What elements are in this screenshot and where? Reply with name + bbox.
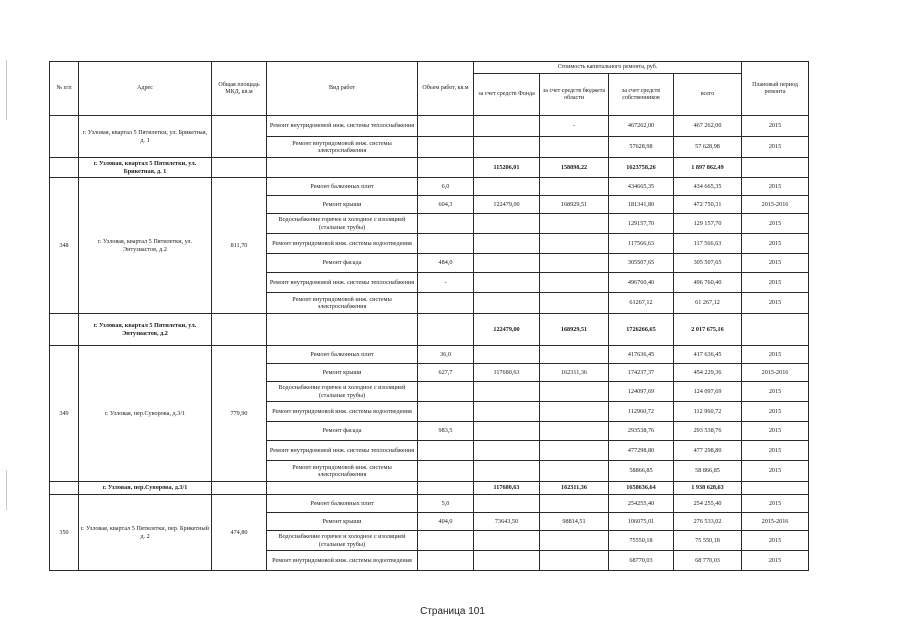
row-area: 779,90 <box>212 346 267 482</box>
row-period: 2015 <box>742 402 809 422</box>
row-volume <box>418 531 474 551</box>
col-period-header: Плановый период ремонта <box>742 62 809 116</box>
row-volume: 404,0 <box>418 513 474 531</box>
row-volume <box>418 461 474 482</box>
row-fund <box>474 461 540 482</box>
row-owners: 75550,18 <box>609 531 674 551</box>
row-total: 57 628,98 <box>674 137 742 158</box>
row-total: 293 538,76 <box>674 422 742 441</box>
row-work: Ремонт балконных плит <box>267 178 418 196</box>
row-num: 348 <box>50 178 79 314</box>
summary-address: г. Узловая, квартал 5 Пятилетки, ул. Энтузиастов, д.2 <box>79 314 212 346</box>
row-fund <box>474 254 540 273</box>
row-volume <box>418 234 474 254</box>
row-volume: 5,0 <box>418 495 474 513</box>
summary-total: 2 017 675,16 <box>674 314 742 346</box>
row-fund <box>474 495 540 513</box>
row-volume <box>418 441 474 461</box>
row-fund <box>474 234 540 254</box>
row-num <box>50 158 79 178</box>
row-period: 2015 <box>742 293 809 314</box>
row-regional: 162311,36 <box>540 364 609 382</box>
table-body <box>50 116 809 571</box>
summary-total: 1 938 628,63 <box>674 482 742 495</box>
row-fund <box>474 441 540 461</box>
row-owners: 477298,80 <box>609 441 674 461</box>
row-regional <box>540 441 609 461</box>
row-fund <box>474 551 540 571</box>
row-work <box>267 482 418 495</box>
row-total: 75 550,18 <box>674 531 742 551</box>
row-regional <box>540 293 609 314</box>
row-volume <box>418 402 474 422</box>
row-total: 112 960,72 <box>674 402 742 422</box>
row-regional <box>540 178 609 196</box>
row-volume <box>418 293 474 314</box>
row-total: 417 636,45 <box>674 346 742 364</box>
row-owners: 434665,35 <box>609 178 674 196</box>
table-row <box>50 346 809 364</box>
row-period: 2015 <box>742 531 809 551</box>
row-work: Ремонт балконных плит <box>267 346 418 364</box>
row-volume: 983,5 <box>418 422 474 441</box>
row-volume: 484,0 <box>418 254 474 273</box>
col-area-header: Общая площадь МКД, кв.м <box>212 62 267 116</box>
row-num: 350 <box>50 495 79 571</box>
row-num <box>50 482 79 495</box>
summary-regional: 162311,36 <box>540 482 609 495</box>
row-owners: 124097,69 <box>609 382 674 402</box>
page-number: Страница 101 <box>420 606 485 617</box>
row-area <box>212 482 267 495</box>
row-num <box>50 314 79 346</box>
summary-owners: 1726266,65 <box>609 314 674 346</box>
row-total: 496 760,40 <box>674 273 742 293</box>
row-work: Ремонт внутридомовой инж. системы водоотведения <box>267 551 418 571</box>
row-volume: 6,0 <box>418 178 474 196</box>
row-total: 61 267,12 <box>674 293 742 314</box>
row-regional <box>540 273 609 293</box>
row-work: Ремонт внутридомовой инж. системы теплоснабжения <box>267 273 418 293</box>
row-area <box>212 116 267 158</box>
row-total: 472 750,31 <box>674 196 742 214</box>
row-work: Ремонт крыши <box>267 196 418 214</box>
row-owners: 129157,70 <box>609 214 674 234</box>
row-work: Ремонт внутридомовой инж. системы электроснабжения <box>267 461 418 482</box>
row-owners: 106075,01 <box>609 513 674 531</box>
row-address: г. Узловая, квартал 5 Пятилетки, ул. Энтузиастов, д.2 <box>79 178 212 314</box>
table-row <box>50 116 809 137</box>
row-fund <box>474 137 540 158</box>
row-period: 2015 <box>742 461 809 482</box>
col-num-header: № п/п <box>50 62 79 116</box>
row-work: Ремонт фасада <box>267 254 418 273</box>
row-work: Водоснабжение горячее и холодное с изоляцией (стальные трубы) <box>267 214 418 234</box>
row-work: Ремонт внутридомовой инж. системы электроснабжения <box>267 137 418 158</box>
row-volume: 627,7 <box>418 364 474 382</box>
row-regional <box>540 422 609 441</box>
row-regional <box>540 531 609 551</box>
row-fund <box>474 293 540 314</box>
row-work: Ремонт крыши <box>267 364 418 382</box>
row-owners: 293538,76 <box>609 422 674 441</box>
row-address: г. Узловая, квартал 5 Пятилетки, пер. Брикетный д. 2 <box>79 495 212 571</box>
row-regional <box>540 402 609 422</box>
row-owners: 181341,80 <box>609 196 674 214</box>
row-total: 117 566,63 <box>674 234 742 254</box>
scan-edge-mark <box>6 60 7 120</box>
row-period: 2015 <box>742 214 809 234</box>
row-volume <box>418 551 474 571</box>
row-fund <box>474 402 540 422</box>
row-period: 2015 <box>742 495 809 513</box>
row-volume: 604,3 <box>418 196 474 214</box>
row-period: 2015 <box>742 116 809 137</box>
table-row <box>50 495 809 513</box>
row-fund <box>474 382 540 402</box>
row-regional <box>540 551 609 571</box>
row-work: Ремонт внутридомовой инж. системы электроснабжения <box>267 293 418 314</box>
table-header <box>50 62 809 116</box>
row-owners: 496760,40 <box>609 273 674 293</box>
row-volume <box>418 482 474 495</box>
row-period <box>742 482 809 495</box>
summary-regional: 168929,51 <box>540 314 609 346</box>
row-area <box>212 158 267 178</box>
row-period: 2015 <box>742 441 809 461</box>
row-owners: 305507,65 <box>609 254 674 273</box>
row-owners: 58866,85 <box>609 461 674 482</box>
col-address-header: Адрес <box>79 62 212 116</box>
row-volume <box>418 314 474 346</box>
row-work: Ремонт балконных плит <box>267 495 418 513</box>
row-owners: 117566,63 <box>609 234 674 254</box>
row-work: Ремонт крыши <box>267 513 418 531</box>
row-volume <box>418 158 474 178</box>
summary-row <box>50 314 809 346</box>
col-total-header: всего <box>674 74 742 116</box>
row-period: 2015 <box>742 382 809 402</box>
row-period: 2015-2016 <box>742 364 809 382</box>
row-period: 2015-2016 <box>742 196 809 214</box>
row-total: 254 255,40 <box>674 495 742 513</box>
row-owners: 61267,12 <box>609 293 674 314</box>
summary-owners: 1623758,26 <box>609 158 674 178</box>
row-period: 2015 <box>742 346 809 364</box>
row-fund: 73643,50 <box>474 513 540 531</box>
row-fund <box>474 116 540 137</box>
row-volume: 36,0 <box>418 346 474 364</box>
col-owners-header: за счет средств собственников <box>609 74 674 116</box>
row-owners: 112960,72 <box>609 402 674 422</box>
row-fund <box>474 273 540 293</box>
row-volume <box>418 382 474 402</box>
row-regional <box>540 234 609 254</box>
row-work: Водоснабжение горячее и холодное с изоляцией (стальные трубы) <box>267 531 418 551</box>
row-fund: 122479,00 <box>474 196 540 214</box>
row-area <box>212 314 267 346</box>
row-owners: 467262,00 <box>609 116 674 137</box>
row-work: Водоснабжение горячее и холодное с изоляцией (стальные трубы) <box>267 382 418 402</box>
row-total: 434 665,35 <box>674 178 742 196</box>
row-work <box>267 314 418 346</box>
row-regional <box>540 254 609 273</box>
row-fund <box>474 178 540 196</box>
row-fund <box>474 422 540 441</box>
row-regional <box>540 346 609 364</box>
table-row <box>50 178 809 196</box>
row-regional <box>540 461 609 482</box>
row-address: г. Узловая, квартал 5 Пятилетки, ул. Брикетная, д. 1 <box>79 116 212 158</box>
row-total: 276 533,02 <box>674 513 742 531</box>
col-fund-header: за счет средств Фонда <box>474 74 540 116</box>
row-owners: 254255,40 <box>609 495 674 513</box>
row-owners: 68770,03 <box>609 551 674 571</box>
row-period: 2015 <box>742 178 809 196</box>
row-regional <box>540 214 609 234</box>
row-regional <box>540 382 609 402</box>
row-regional <box>540 495 609 513</box>
summary-row <box>50 158 809 178</box>
row-owners: 57628,98 <box>609 137 674 158</box>
row-work <box>267 158 418 178</box>
row-num: 349 <box>50 346 79 482</box>
row-area: 474,80 <box>212 495 267 571</box>
col-work-type-header: Вид работ <box>267 62 418 116</box>
row-address: г. Узловая, пер.Суворова, д.3/1 <box>79 346 212 482</box>
capital-repair-table <box>49 61 809 571</box>
row-total: 58 866,85 <box>674 461 742 482</box>
col-volume-header: Объем работ, кв.м <box>418 62 474 116</box>
row-work: Ремонт внутридомовой инж. системы теплоснабжения <box>267 441 418 461</box>
row-owners: 174237,37 <box>609 364 674 382</box>
row-period: 2015 <box>742 551 809 571</box>
row-work: Ремонт внутридомовой инж. системы теплоснабжения <box>267 116 418 137</box>
row-total: 124 097,69 <box>674 382 742 402</box>
summary-row <box>50 482 809 495</box>
summary-address: г. Узловая, пер.Суворова, д.3/1 <box>79 482 212 495</box>
row-total: 305 507,65 <box>674 254 742 273</box>
summary-fund: 117680,63 <box>474 482 540 495</box>
summary-total: 1 897 862,49 <box>674 158 742 178</box>
row-total: 477 298,80 <box>674 441 742 461</box>
row-volume <box>418 116 474 137</box>
row-period: 2015 <box>742 422 809 441</box>
summary-fund: 115206,01 <box>474 158 540 178</box>
row-owners: 417636,45 <box>609 346 674 364</box>
row-fund <box>474 214 540 234</box>
row-num <box>50 116 79 158</box>
cost-group-header: Стоимость капитального ремонта, руб. <box>474 62 742 74</box>
row-total: 467 262,00 <box>674 116 742 137</box>
row-work: Ремонт внутридомовой инж. системы водоотведения <box>267 234 418 254</box>
row-volume: - <box>418 273 474 293</box>
row-fund <box>474 531 540 551</box>
row-regional: 168929,51 <box>540 196 609 214</box>
summary-regional: 158898,22 <box>540 158 609 178</box>
summary-fund: 122479,00 <box>474 314 540 346</box>
row-work: Ремонт внутридомовой инж. системы водоотведения <box>267 402 418 422</box>
row-period: 2015 <box>742 137 809 158</box>
row-regional: 98814,51 <box>540 513 609 531</box>
row-period: 2015 <box>742 254 809 273</box>
row-area: 811,70 <box>212 178 267 314</box>
scan-edge-mark <box>6 470 7 510</box>
row-period: 2015 <box>742 234 809 254</box>
summary-owners: 1658636,64 <box>609 482 674 495</box>
row-total: 129 157,70 <box>674 214 742 234</box>
row-regional <box>540 137 609 158</box>
summary-address: г. Узловая, квартал 5 Пятилетки, ул. Брикетная, д. 1 <box>79 158 212 178</box>
row-volume <box>418 214 474 234</box>
row-period <box>742 158 809 178</box>
row-period: 2015-2016 <box>742 513 809 531</box>
row-period: 2015 <box>742 273 809 293</box>
row-total: 454 229,36 <box>674 364 742 382</box>
row-period <box>742 314 809 346</box>
col-regional-header: за счет средств бюджета области <box>540 74 609 116</box>
row-regional: - <box>540 116 609 137</box>
row-volume <box>418 137 474 158</box>
row-fund: 117680,63 <box>474 364 540 382</box>
row-fund <box>474 346 540 364</box>
row-total: 68 770,03 <box>674 551 742 571</box>
row-work: Ремонт фасада <box>267 422 418 441</box>
